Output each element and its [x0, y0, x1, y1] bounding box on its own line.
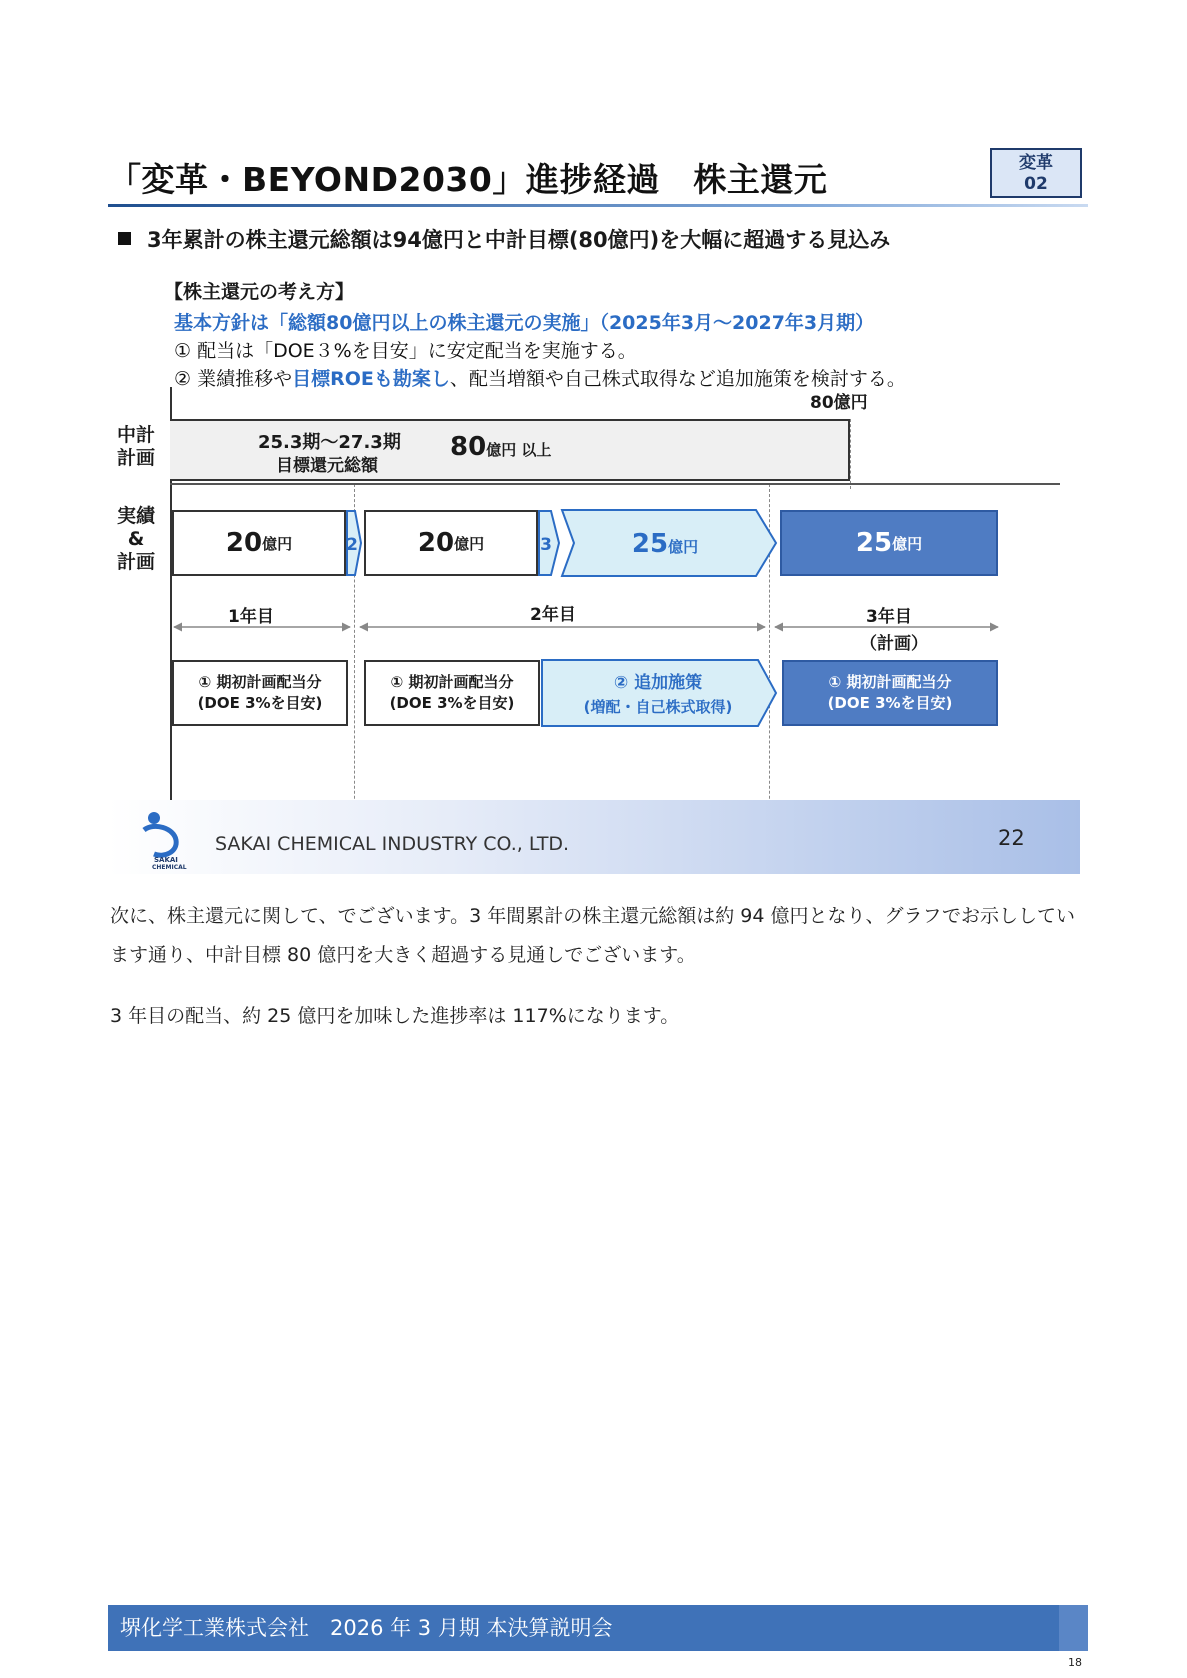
- policy-item-2-post: 、配当増額や自己株式取得など追加施策を検討する。: [449, 368, 906, 390]
- slide-page-number: 22: [998, 826, 1025, 850]
- row-label-plan-line1: 中計: [116, 424, 155, 446]
- segment-year2-initial-unit: 億円: [454, 534, 485, 553]
- year-label-3-sub: （計画）: [860, 634, 928, 654]
- policy-heading: 【株主還元の考え方】: [164, 281, 355, 303]
- policy-item-2-highlight: 目標ROEも勘案し: [292, 368, 450, 390]
- legend-box-year2-additional: [540, 658, 780, 728]
- row-label-actual-line1: 実績: [116, 505, 155, 527]
- segment-year3-planned-value: 25: [855, 528, 893, 558]
- sheet-number: 18: [1068, 1656, 1082, 1669]
- plan-target-dash: [850, 419, 851, 489]
- company-logo-icon: [134, 808, 196, 870]
- footer-text: 堺化学工業株式会社 2026 年 3 月期 本決算説明会: [120, 1616, 613, 1640]
- segment-year2-initial: [364, 510, 538, 576]
- plan-top-label: 80億円: [810, 393, 868, 413]
- plan-amount-value: 80: [450, 432, 487, 462]
- segment-year2-additional-unit: 億円: [668, 538, 699, 556]
- legend-box-year2-initial-line2: (DOE 3%を目安): [389, 694, 515, 712]
- segment-year1-additional: [346, 510, 362, 576]
- slide-title: 「変革・BEYOND2030」進捗経過 株主還元: [108, 160, 828, 199]
- row-label-plan-line2: 計画: [116, 447, 155, 469]
- slide: [108, 140, 1088, 880]
- plan-target-text: 目標還元総額: [276, 456, 378, 476]
- policy-item-2-pre: ② 業績推移や: [174, 368, 293, 390]
- legend-box-year1: [172, 660, 348, 726]
- segment-year2-initial-value: 20: [417, 528, 455, 558]
- footer-bar-end: [1059, 1605, 1088, 1651]
- logo-text-line1: SAKAI: [154, 856, 178, 864]
- legend-box-year2-initial: [364, 660, 540, 726]
- segment-year2-additional-value: 25: [631, 529, 669, 559]
- plan-amount: [450, 432, 551, 462]
- row-label-actual: [112, 505, 160, 574]
- plan-amount-unit: 億円 以上: [486, 441, 552, 459]
- legend-box-year1-line2: (DOE 3%を目安): [197, 694, 323, 712]
- segment-year3-planned-unit: 億円: [892, 534, 923, 553]
- segment-year3-planned: [780, 510, 998, 576]
- legend-box-year3-line2: (DOE 3%を目安): [827, 694, 953, 712]
- company-name: SAKAI CHEMICAL INDUSTRY CO., LTD.: [215, 833, 570, 855]
- legend-box-year1-line1: ① 期初計画配当分: [198, 673, 322, 691]
- plan-bottom-rule: [170, 483, 1060, 485]
- row-label-actual-line2: &: [127, 528, 145, 550]
- legend-box-year2-additional-line2: (増配・自己株式取得): [583, 698, 733, 716]
- badge-line2: 02: [1024, 174, 1048, 194]
- year-label-1: 1年目: [228, 607, 274, 627]
- year-label-3: 3年目: [866, 607, 912, 627]
- legend-box-year3: [782, 660, 998, 726]
- policy-item-1: ① 配当は「DOE３%を目安」に安定配当を実施する。: [174, 340, 637, 362]
- badge-line1: 変革: [1019, 153, 1053, 173]
- body-paragraph-2: 3 年目の配当、約 25 億円を加味した進捗率は 117%になります。: [110, 1005, 680, 1027]
- segment-year2-additional-small: [538, 510, 560, 576]
- row-label-actual-line3: 計画: [116, 551, 155, 573]
- segment-year1-initial: [172, 510, 346, 576]
- segment-year1-initial-value: 20: [225, 528, 263, 558]
- shareholder-return-chart: [108, 140, 1088, 880]
- legend-box-year2-additional-line1: ② 追加施策: [613, 673, 703, 693]
- plan-period-text: 25.3期～27.3期: [258, 432, 401, 453]
- segment-year1-initial-unit: 億円: [262, 534, 293, 553]
- row-label-plan: [112, 424, 160, 470]
- logo-text-line2: CHEMICAL: [152, 864, 187, 870]
- year-span-arrows: [170, 620, 1070, 634]
- legend-box-year2-initial-line1: ① 期初計画配当分: [390, 673, 514, 691]
- policy-main: 基本方針は「総額80億円以上の株主還元の実施」（2025年3月～2027年3月期）: [174, 312, 875, 334]
- segment-year2-additional-small-value: 3: [540, 535, 552, 555]
- segment-year1-additional-value: 2: [346, 535, 358, 555]
- headline-text: 3年累計の株主還元総額は94億円と中計目標(80億円)を大幅に超過する見込み: [147, 228, 891, 252]
- year-label-2: 2年目: [530, 605, 576, 625]
- body-paragraph-1: 次に、株主還元に関して、でございます。3 年間累計の株主還元総額は約 94 億円となり、グラフでお示ししています通り、中計目標 80 億円を大きく超過する見通しでございます。: [110, 905, 1076, 966]
- legend-box-year3-line1: ① 期初計画配当分: [828, 673, 952, 691]
- segment-year2-additional: [560, 508, 780, 578]
